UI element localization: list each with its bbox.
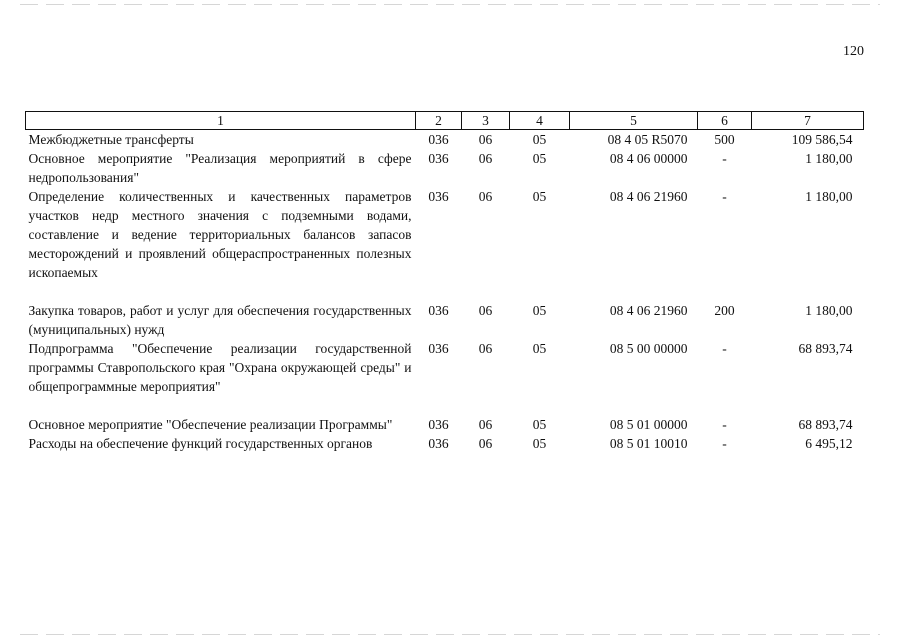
row-name: Подпрограмма "Обеспечение реализации государственной программы Ставропольского края "Охрана окружающей среды" и общепрограммные мероприятия" bbox=[28, 341, 412, 394]
row-code-5: 08 4 05 R5070 bbox=[607, 132, 688, 147]
row-code-3: 06 bbox=[478, 303, 493, 318]
row-code-4: 05 bbox=[532, 341, 547, 356]
table-row bbox=[26, 415, 864, 434]
scan-edge-bottom bbox=[20, 634, 880, 635]
row-code-4: 05 bbox=[532, 189, 547, 204]
row-name: Основное мероприятие "Реализация мероприятий в сфере недропользования" bbox=[28, 151, 412, 185]
row-code-6: 500 bbox=[714, 132, 735, 147]
row-code-3: 06 bbox=[478, 417, 493, 432]
row-name: Межбюджетные трансферты bbox=[28, 132, 194, 147]
row-code-6: - bbox=[722, 417, 727, 432]
column-header: 1 bbox=[26, 112, 416, 130]
row-code-6: - bbox=[722, 189, 727, 204]
row-name: Определение количественных и качественных параметров участков недр местного значения с подземными водами, составление и ведение территориальных балансов запасов месторождений и проявлений общераспространенных полезных ископаемых bbox=[28, 189, 412, 280]
row-amount: 68 893,74 bbox=[798, 417, 853, 432]
row-code-5: 08 4 06 21960 bbox=[609, 189, 688, 204]
scan-edge-top bbox=[20, 4, 880, 5]
table-row bbox=[26, 187, 864, 301]
row-amount: 68 893,74 bbox=[798, 341, 853, 356]
table-row bbox=[26, 301, 864, 339]
row-name: Закупка товаров, работ и услуг для обеспечения государственных (муниципальных) нужд bbox=[28, 303, 412, 337]
row-code-3: 06 bbox=[478, 436, 493, 451]
column-header: 3 bbox=[462, 112, 510, 130]
table-row bbox=[26, 149, 864, 187]
row-name: Расходы на обеспечение функций государственных органов bbox=[28, 436, 373, 451]
row-amount: 6 495,12 bbox=[805, 436, 853, 451]
row-code-6: - bbox=[722, 436, 727, 451]
row-code-5: 08 5 01 10010 bbox=[609, 436, 688, 451]
column-header: 4 bbox=[510, 112, 570, 130]
row-code-4: 05 bbox=[532, 303, 547, 318]
row-code-4: 05 bbox=[532, 436, 547, 451]
row-code-3: 06 bbox=[478, 132, 493, 147]
column-header: 7 bbox=[752, 112, 864, 130]
column-header: 5 bbox=[570, 112, 698, 130]
row-code-3: 06 bbox=[478, 341, 493, 356]
row-code-2: 036 bbox=[428, 436, 449, 451]
row-code-2: 036 bbox=[428, 303, 449, 318]
row-amount: 1 180,00 bbox=[805, 303, 853, 318]
row-code-2: 036 bbox=[428, 132, 449, 147]
row-code-2: 036 bbox=[428, 417, 449, 432]
row-code-3: 06 bbox=[478, 189, 493, 204]
row-code-3: 06 bbox=[478, 151, 493, 166]
row-code-6: 200 bbox=[714, 303, 735, 318]
row-code-4: 05 bbox=[532, 151, 547, 166]
row-code-2: 036 bbox=[428, 151, 449, 166]
row-code-4: 05 bbox=[532, 417, 547, 432]
row-code-5: 08 4 06 00000 bbox=[609, 151, 688, 166]
budget-table bbox=[25, 111, 864, 453]
row-code-5: 08 5 01 00000 bbox=[609, 417, 688, 432]
table-row bbox=[26, 130, 864, 150]
row-code-4: 05 bbox=[532, 132, 547, 147]
row-amount: 109 586,54 bbox=[791, 132, 853, 147]
row-code-6: - bbox=[722, 151, 727, 166]
row-code-5: 08 4 06 21960 bbox=[609, 303, 688, 318]
page-number: 120 bbox=[843, 44, 864, 59]
table-row bbox=[26, 339, 864, 415]
row-name: Основное мероприятие "Обеспечение реализации Программы" bbox=[28, 417, 393, 432]
row-code-6: - bbox=[722, 341, 727, 356]
table-row bbox=[26, 434, 864, 453]
column-header: 2 bbox=[416, 112, 462, 130]
column-header: 6 bbox=[698, 112, 752, 130]
row-amount: 1 180,00 bbox=[805, 189, 853, 204]
row-amount: 1 180,00 bbox=[805, 151, 853, 166]
row-code-5: 08 5 00 00000 bbox=[609, 341, 688, 356]
table-header-row bbox=[26, 112, 864, 130]
row-code-2: 036 bbox=[428, 341, 449, 356]
row-code-2: 036 bbox=[428, 189, 449, 204]
